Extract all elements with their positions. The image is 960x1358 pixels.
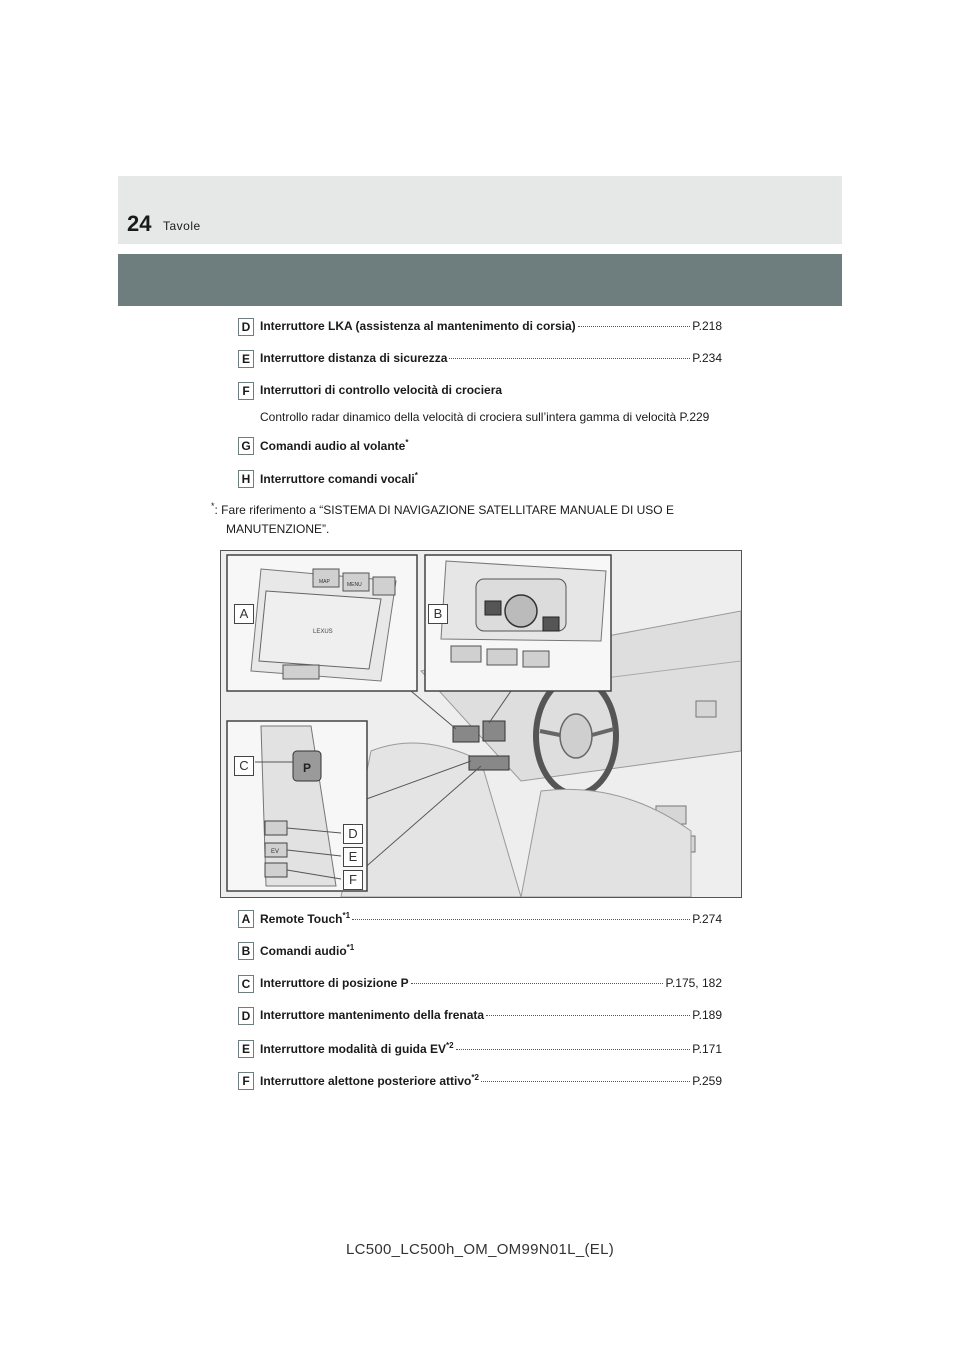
footnote-marker: *1 [346, 943, 355, 952]
page-reference-link[interactable]: P.274 [692, 912, 722, 926]
entry-brake-hold-switch [238, 1007, 722, 1027]
footnote-marker: *1 [342, 911, 351, 920]
lexus-logo-text: LEXUS [313, 629, 333, 635]
entry-label: Interruttore comandi vocali [260, 472, 415, 486]
entry-distance-switch [238, 350, 722, 370]
page-reference-link[interactable]: P.218 [692, 319, 722, 333]
footnote-marker: * [405, 438, 409, 447]
header-band [118, 176, 842, 244]
footnote-marker: *2 [446, 1041, 454, 1050]
entry-badge: F [238, 382, 254, 400]
footnote-line1: : Fare riferimento a “SISTEMA DI NAVIGAZIONE SATELLITARE MANUALE DI USO E [214, 503, 674, 517]
ev-button-label: EV [271, 849, 280, 855]
page-reference-link[interactable]: P.175, 182 [665, 976, 722, 990]
entry-label: Interruttore LKA (assistenza al mantenimento di corsia) [260, 319, 576, 333]
entry-label: Interruttore distanza di sicurezza [260, 351, 448, 365]
entry-badge: F [238, 1072, 254, 1090]
callout-c: C [234, 756, 254, 776]
entry-p-position-switch [238, 975, 722, 995]
entry-label: Comandi audio [260, 944, 347, 958]
entry-badge: E [238, 1040, 254, 1058]
entry-label: Interruttore alettone posteriore attivo [260, 1074, 472, 1088]
section-title: Tavole [163, 219, 201, 233]
entry-badge: B [238, 942, 254, 960]
entry-label: Remote Touch [260, 912, 343, 926]
entry-badge: G [238, 437, 254, 455]
entry-badge: H [238, 470, 254, 488]
entry-label: Interruttore di posizione P [260, 976, 409, 990]
entry-badge: A [238, 910, 254, 928]
entry-badge: D [238, 318, 254, 336]
header-title-bar [118, 254, 842, 306]
p-button-glyph: P [302, 761, 312, 775]
menu-button-label: MENU [347, 582, 362, 588]
page-reference-link[interactable]: P.234 [692, 351, 722, 365]
entry-voice-switch [238, 470, 722, 490]
interior-drawing [221, 551, 741, 897]
footnote-star: * [211, 501, 215, 511]
interior-illustration [220, 550, 742, 898]
document-code: LC500_LC500h_OM_OM99N01L_(EL) [345, 1241, 615, 1258]
entry-rear-spoiler-switch [238, 1072, 722, 1092]
entry-audio-controls [238, 942, 722, 962]
entry-label: Interruttore modalità di guida EV [260, 1042, 447, 1056]
footnote-marker: * [414, 471, 418, 480]
entry-badge: D [238, 1007, 254, 1025]
entry-label: Comandi audio al volante [260, 439, 406, 453]
page-reference-link[interactable]: P.171 [692, 1042, 722, 1056]
callout-d: D [343, 824, 363, 844]
callout-f: F [343, 870, 363, 890]
callout-e: E [343, 847, 363, 867]
entry-label: Interruttori di controllo velocità di crociera [260, 383, 503, 397]
page-reference-link[interactable]: P.259 [692, 1074, 722, 1088]
entry-remote-touch [238, 910, 722, 930]
footnote-marker: *2 [471, 1073, 479, 1082]
entry-cruise-switches [238, 382, 722, 402]
entry-ev-mode-switch [238, 1040, 722, 1060]
entry-lka-switch [238, 318, 722, 338]
entry-badge: E [238, 350, 254, 368]
entry-steering-audio [238, 437, 722, 457]
entry-label: Interruttore mantenimento della frenata [260, 1008, 485, 1022]
entry-badge: C [238, 975, 254, 993]
map-button-label: MAP [319, 579, 330, 585]
page-reference-link[interactable]: P.189 [692, 1008, 722, 1022]
page-number: 24 [127, 211, 152, 236]
callout-a: A [234, 604, 254, 624]
footnote-line2: MANUTENZIONE”. [226, 522, 330, 536]
entry-sub-description: Controllo radar dinamico della velocità di crociera sull’intera gamma di velocità P.229 [260, 410, 710, 424]
callout-b: B [428, 604, 448, 624]
footnote [211, 497, 731, 539]
